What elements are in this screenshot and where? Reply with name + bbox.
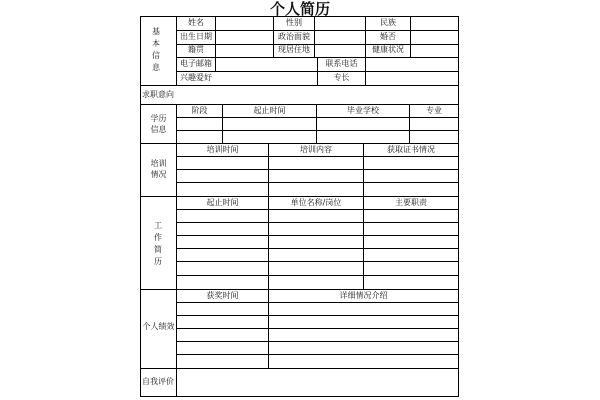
award-detail-header: 详细情况介绍	[339, 291, 388, 300]
achievement-section-label: 个人绩效	[142, 322, 175, 331]
basic-info-section-label: 基 本 信 息	[152, 27, 160, 72]
work-history-section-label: 工 作 简 历	[154, 221, 162, 266]
hobby-label: 兴趣爱好	[180, 73, 212, 82]
marital-status-label: 婚否	[380, 32, 396, 41]
name-label: 姓名	[188, 18, 204, 27]
residence-label: 现居住地	[278, 45, 310, 54]
award-time-header: 获奖时间	[206, 291, 239, 300]
health-status-label: 健康状况	[372, 45, 404, 54]
specialty-label: 专长	[333, 73, 350, 82]
education-section-label: 学历 信息	[150, 114, 167, 134]
work-duty-header: 主要职责	[395, 198, 427, 207]
page-title: 个人简历	[269, 0, 330, 18]
job-intent-label: 求职意向	[142, 90, 174, 99]
gender-label: 性别	[286, 18, 302, 27]
education-stage-header: 阶段	[191, 106, 208, 115]
education-school-header: 毕业学校	[347, 106, 379, 115]
birth-date-label: 出生日期	[180, 32, 212, 41]
training-section-label: 培训 情况	[150, 159, 167, 179]
education-period-header: 起止时间	[253, 106, 286, 115]
email-label: 电子邮箱	[180, 59, 212, 68]
ethnicity-label: 民族	[380, 18, 396, 27]
training-content-header: 培训内容	[300, 145, 332, 154]
training-time-header: 培训时间	[206, 145, 239, 154]
native-place-label: 籍贯	[188, 45, 204, 54]
work-unit-header: 单位名称/岗位	[290, 198, 342, 207]
training-cert-header: 获取证书情况	[387, 145, 435, 154]
phone-label: 联系电话	[325, 59, 358, 68]
work-period-header: 起止时间	[206, 198, 239, 207]
education-major-header: 专业	[426, 106, 442, 115]
political-status-label: 政治面貌	[278, 32, 310, 41]
self-evaluation-label: 自我评价	[142, 377, 174, 386]
